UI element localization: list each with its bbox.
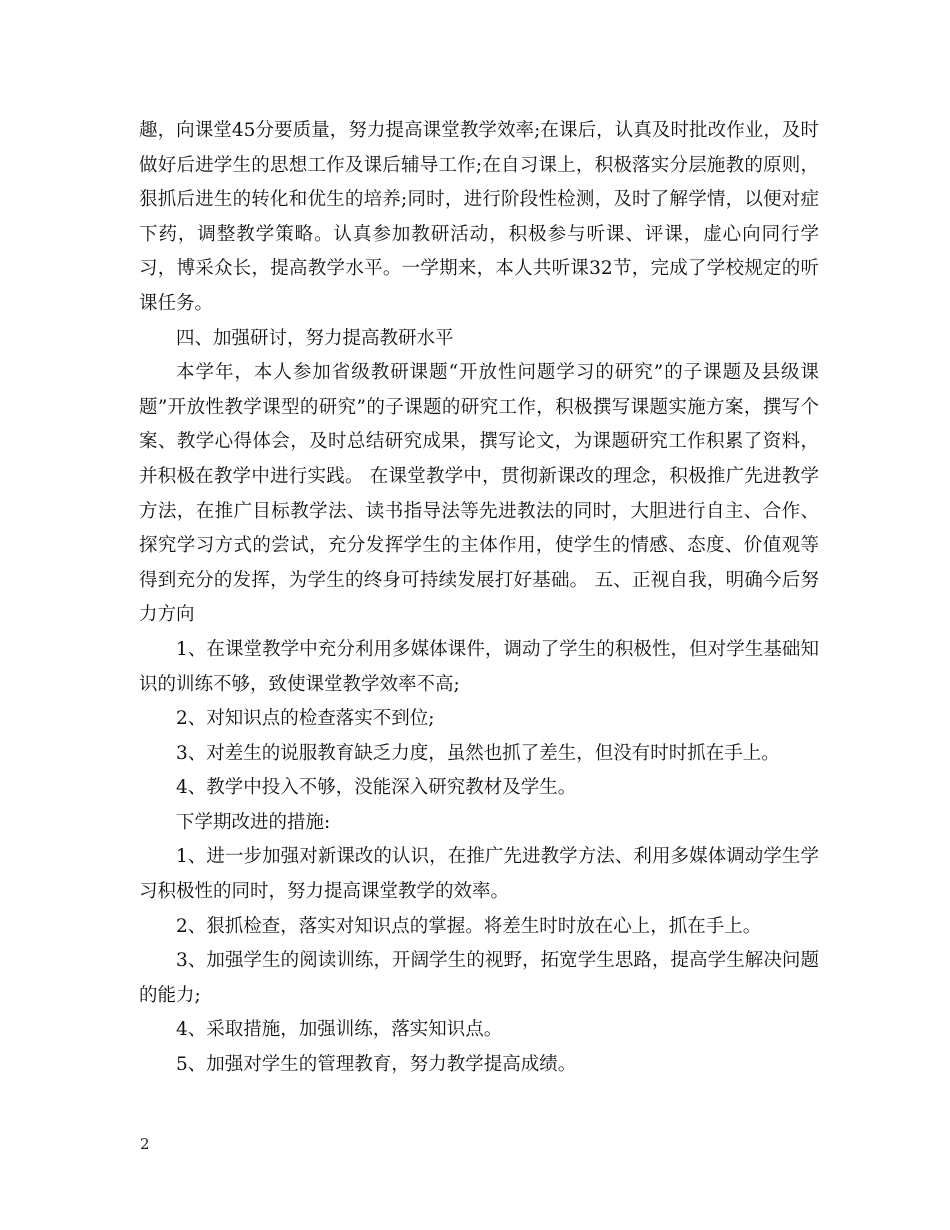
paragraph-research: 本学年，本人参加省级教研课题“开放性问题学习的研究”的子课题及县级课题”开放性教学课型的研究”的子课题的研究工作，积极撰写课题实施方案，撰写个案、教学心得体会，及时总结研究成果，撰写论文，为课题研究工作积累了资料，并积极在教学中进行实践。 在课堂教学中，贯彻新课改的理念，积极推广先进教学方法，在推广目标教学法、读书指导法等先进教法的同时，大胆进行自主、合作、探究学习方式的尝试，充分发挥学生的主体作用，使学生的情感、态度、价值观等得到充分的发挥，为学生的终身可持续发展打好基础。 五、正视自我，明确今后努力方向 [139,362,819,626]
list-item-measure-1: 1、进一步加强对新课改的认识，在推广先进教学方法、利用多媒体调动学生学习积极性的同时，努力提高课堂教学的效率。 [139,846,819,903]
list-item-problem-3: 3、对差生的说服教育缺乏力度，虽然也抓了差生，但没有时时抓在手上。 [176,742,780,764]
list-item-problem-2: 2、对知识点的检查落实不到位; [176,708,435,730]
subheading-improvements: 下学期改进的措施: [176,811,331,833]
document-body [139,114,819,1083]
list-item-measure-4: 4、采取措施，加强训练，落实知识点。 [176,1019,503,1041]
paragraph-1: 趣，向课堂45分要质量，努力提高课堂教学效率;在课后，认真及时批改作业，及时做好后进学生的思想工作及课后辅导工作;在自习课上，积极落实分层施教的原则，狠抓后进生的转化和优生的培养;同时，进行阶段性检测，及时了解学情，以便对症下药，调整教学策略。认真参加教研活动，积极参与听课、评课，虚心向同行学习，博采众长，提高教学水平。一学期来，本人共听课32节，完成了学校规定的听课任务。 [139,120,819,314]
list-item-measure-3: 3、加强学生的阅读训练，开阔学生的视野，拓宽学生思路，提高学生解决问题的能力; [139,950,819,1006]
list-item-measure-5: 5、加强对学生的管理教育，努力教学提高成绩。 [176,1054,577,1076]
page-number: 2 [140,1135,150,1153]
section-heading-4: 四、加强研讨，努力提高教研水平 [176,327,454,349]
list-item-problem-1: 1、在课堂教学中充分利用多媒体课件，调动了学生的积极性，但对学生基础知识的训练不够，致使课堂教学效率不高; [139,638,819,695]
list-item-problem-4: 4、教学中投入不够，没能深入研究教材及学生。 [176,777,577,799]
list-item-measure-2: 2、狠抓检查，落实对知识点的掌握。将差生时时放在心上，抓在手上。 [176,915,762,937]
